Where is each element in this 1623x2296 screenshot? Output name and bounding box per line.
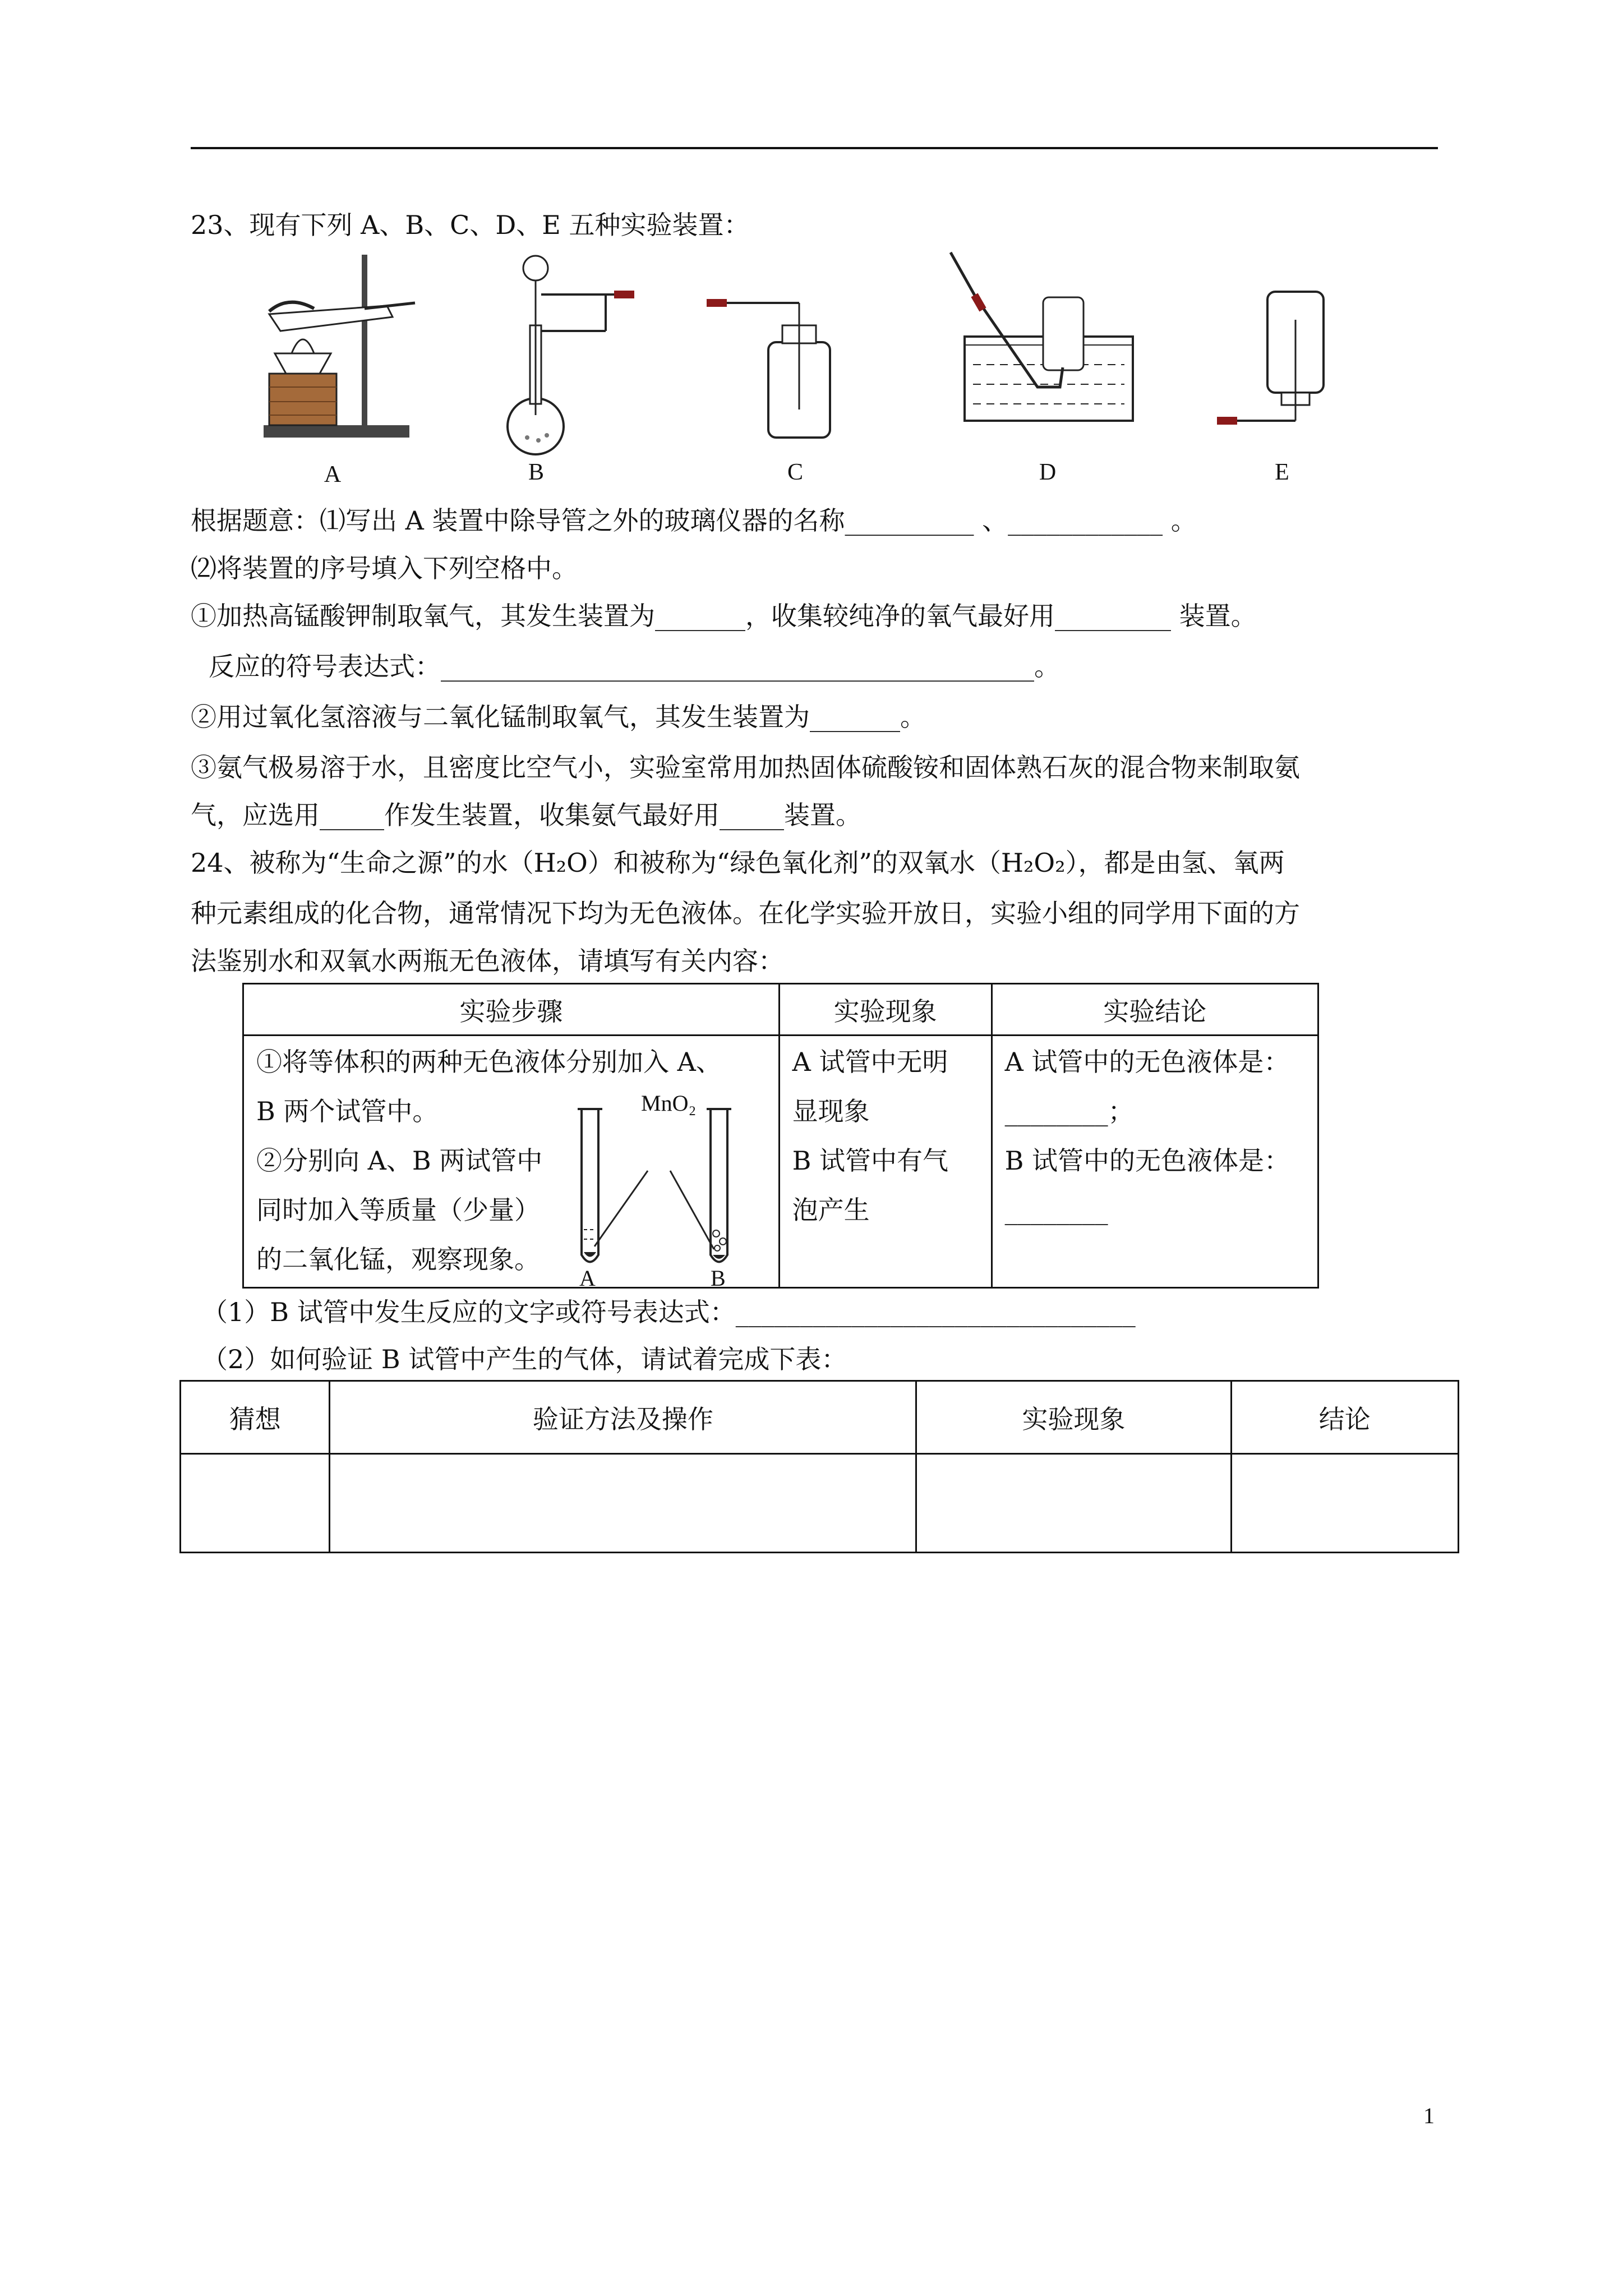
- answer-blank-5[interactable]: ______________________________________________: [441, 651, 1034, 682]
- answer-blank-1[interactable]: __________: [845, 505, 974, 536]
- q23-line6: ③氨气极易溶于水，且密度比空气小，实验室常用加热固体硫酸铵和固体熟石灰的混合物来制取氨: [191, 752, 1300, 783]
- header-rule: [191, 147, 1438, 149]
- apparatus-label-c: C: [787, 459, 803, 485]
- header-conclusions: 实验结论: [992, 984, 1318, 1036]
- mno2-label: MnO₂: [641, 1091, 697, 1116]
- conclusion-blank-a[interactable]: ________；: [1004, 1096, 1134, 1126]
- apparatus-c-drawing: [707, 299, 830, 438]
- apparatus-label-e: E: [1275, 459, 1289, 485]
- header-observation: 实验现象: [916, 1381, 1231, 1454]
- answer-blank-3[interactable]: _______: [655, 601, 745, 631]
- apparatus-b-drawing: [508, 256, 634, 454]
- header-phenomena: 实验现象: [779, 984, 992, 1036]
- header-hypothesis: 猜想: [181, 1381, 330, 1454]
- q24-line1: 24、被称为“生命之源”的水（H₂O）和被称为“绿色氧化剂”的双氧水（H₂O₂），都是由氢、氧两: [191, 848, 1285, 878]
- apparatus-e-drawing: [1217, 292, 1324, 425]
- step-line-4: 同时加入等质量（少量）: [256, 1195, 540, 1225]
- q24-sub1: [202, 1299, 1136, 1325]
- conclusion-blank-b[interactable]: ________: [1004, 1195, 1108, 1225]
- answer-blank-4[interactable]: _________: [1055, 601, 1171, 631]
- page-number: 1: [1423, 2103, 1435, 2128]
- apparatus-label-b: B: [528, 459, 544, 485]
- q23-line4: [209, 651, 1060, 682]
- steps-cell: [243, 1036, 780, 1291]
- q23-line7-b: 作发生装置，收集氨气最好用: [384, 800, 720, 830]
- q23-line5-end: 。: [900, 702, 926, 732]
- step-line-2: B 两个试管中。: [256, 1096, 439, 1126]
- answer-blank-9[interactable]: _______________________________: [735, 1297, 1136, 1327]
- q24-sub1-text: （1）B 试管中发生反应的文字或符号表达式：: [202, 1297, 736, 1327]
- phenomena-cell: [779, 1036, 992, 1288]
- q23-line1-end: 。: [1170, 505, 1197, 536]
- phenomenon-line-2: 显现象: [792, 1096, 870, 1126]
- verification-table-answer-row: [181, 1454, 1459, 1553]
- answer-blank-8[interactable]: _____: [720, 800, 784, 830]
- phenomenon-line-1: A 试管中无明: [792, 1047, 948, 1077]
- step-line-1: ①将等体积的两种无色液体分别加入 A、: [256, 1047, 722, 1077]
- tube-b-label: B: [711, 1266, 726, 1291]
- q23-line1-text: 根据题意：⑴写出 A 装置中除导管之外的玻璃仪器的名称: [191, 505, 845, 536]
- header-method: 验证方法及操作: [330, 1381, 916, 1454]
- q23-line3-a: ①加热高锰酸钾制取氧气，其发生装置为: [191, 601, 655, 631]
- phenomenon-line-4: 泡产生: [792, 1195, 870, 1225]
- step-line-3: ②分别向 A、B 两试管中: [256, 1145, 543, 1176]
- q23-line2: ⑵将装置的序号填入下列空格中。: [191, 553, 578, 583]
- experiment-table: [242, 983, 1319, 1289]
- step-line-5: 的二氧化锰，观察现象。: [256, 1244, 540, 1274]
- q23-line7-c: 装置。: [784, 800, 861, 830]
- q23-title: 23、现有下列 A、B、C、D、E 五种实验装置：: [191, 210, 750, 240]
- q23-line7-a: 气，应选用: [191, 800, 320, 830]
- q23-line1: [191, 505, 1197, 536]
- conclusions-cell: [992, 1036, 1318, 1288]
- answer-cell-method[interactable]: [330, 1454, 916, 1553]
- apparatus-diagrams: [247, 247, 1481, 460]
- q23-line5: [191, 704, 926, 730]
- tube-a-label: A: [579, 1266, 596, 1291]
- answer-cell-observation[interactable]: [916, 1454, 1231, 1553]
- conclusion-line-1: A 试管中的无色液体是：: [1004, 1047, 1290, 1077]
- experiment-table-header-row: [243, 984, 1318, 1036]
- header-conclusion: 结论: [1231, 1381, 1458, 1454]
- answer-blank-6[interactable]: _______: [810, 702, 900, 732]
- q23-line3-c: 装置。: [1179, 601, 1257, 631]
- answer-blank-2[interactable]: ____________: [1008, 505, 1163, 536]
- q24-sub2: （2）如何验证 B 试管中产生的气体，请试着完成下表：: [202, 1344, 847, 1374]
- answer-blank-7[interactable]: _____: [320, 800, 384, 830]
- apparatus-a-drawing: [264, 255, 415, 438]
- answer-cell-hypothesis[interactable]: [181, 1454, 330, 1553]
- q24-line3: 法鉴别水和双氧水两瓶无色液体，请填写有关内容：: [191, 946, 784, 976]
- q23-line3: [191, 603, 1257, 629]
- conclusion-line-3: B 试管中的无色液体是：: [1004, 1145, 1290, 1176]
- header-steps: 实验步骤: [243, 984, 780, 1036]
- q23-line4-end: 。: [1034, 651, 1060, 682]
- verification-table-header-row: [181, 1381, 1459, 1454]
- verification-table: [179, 1380, 1459, 1553]
- apparatus-label-a: A: [324, 462, 342, 487]
- q23-line3-b: ，收集较纯净的氧气最好用: [745, 601, 1055, 631]
- answer-cell-conclusion[interactable]: [1231, 1454, 1458, 1553]
- phenomenon-line-3: B 试管中有气: [792, 1145, 949, 1176]
- apparatus-label-d: D: [1039, 459, 1057, 485]
- apparatus-d-drawing: [951, 252, 1133, 421]
- q23-line1-sep: 、: [982, 505, 1008, 536]
- q23-line7: [191, 802, 861, 828]
- q23-line5-text: ②用过氧化氢溶液与二氧化锰制取氧气，其发生装置为: [191, 702, 810, 732]
- q24-line2: 种元素组成的化合物，通常情况下均为无色液体。在化学实验开放日，实验小组的同学用下面的方: [191, 898, 1300, 928]
- q23-line4-text: 反应的符号表达式：: [209, 651, 441, 682]
- experiment-table-body-row: [243, 1036, 1318, 1288]
